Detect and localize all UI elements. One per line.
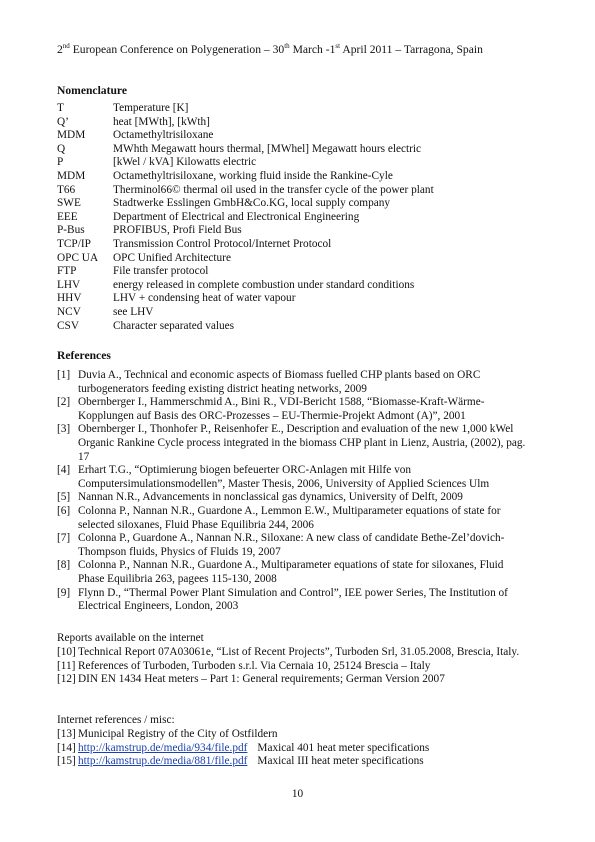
- reference-text: References of Turboden, Turboden s.r.l. Via Cernaia 10, 25124 Brescia – Italy: [78, 659, 431, 672]
- nomenclature-row: [57, 306, 537, 320]
- nomenclature-row: [57, 265, 537, 279]
- reference-description: Maxical III heat meter specifications: [257, 755, 424, 768]
- reports-heading: Reports available on the internet: [57, 632, 204, 644]
- header-text: April 2011 – Tarragona, Spain: [340, 42, 483, 56]
- reference-number: [9]: [57, 586, 71, 599]
- reference-text: Municipal Registry of the City of Ostfildern: [78, 728, 278, 740]
- nomenclature-abbreviation: MDM: [57, 169, 86, 182]
- nomenclature-definition: Therminol66© thermal oil used in the transfer cycle of the power plant: [113, 183, 434, 196]
- reference-number: [7]: [57, 532, 71, 545]
- nomenclature-abbreviation: P: [57, 156, 64, 169]
- nomenclature-row: [57, 170, 537, 184]
- nomenclature-definition: PROFIBUS, Profi Field Bus: [113, 224, 242, 237]
- nomenclature-abbreviation: FTP: [57, 265, 77, 278]
- reference-text: Obernberger I., Hammerschmid A., Bini R., VDI-Bericht 1588, “Biomasse-Kraft-Wärme-Kopplungen auf Basis des ORC-Prozesses – EU-Thermie-Projekt Admont (A)”, 2001: [78, 396, 485, 422]
- reference-number: [4]: [57, 464, 71, 477]
- nomenclature-definition: [kWel / kVA] Kilowatts electric: [113, 156, 257, 169]
- nomenclature-definition: heat [MWth], [kWth]: [113, 115, 210, 128]
- header-sup: nd: [62, 42, 70, 50]
- reference-number: [12]: [57, 673, 76, 686]
- nomenclature-abbreviation: NCV: [57, 305, 81, 318]
- nomenclature-table: [57, 102, 537, 333]
- reference-text: Duvia A., Technical and economic aspects of Biomass fuelled CHP plants based on ORC turbogenerators feeding existing district heating networks, 2009: [78, 369, 481, 395]
- nomenclature-row: [57, 129, 537, 143]
- nomenclature-definition: Temperature [K]: [113, 102, 189, 114]
- nomenclature-abbreviation: MDM: [57, 129, 86, 142]
- reference-number: [5]: [57, 491, 71, 504]
- nomenclature-definition: Octamethyltrisiloxane: [113, 129, 214, 142]
- nomenclature-row: [57, 320, 537, 334]
- references-heading: References: [57, 349, 111, 362]
- nomenclature-abbreviation: EEE: [57, 210, 78, 223]
- nomenclature-abbreviation: HHV: [57, 292, 82, 305]
- conference-header: [57, 42, 483, 56]
- nomenclature-heading: Nomenclature: [57, 84, 127, 97]
- reference-item: [57, 660, 527, 674]
- reference-text: DIN EN 1434 Heat meters – Part 1: General requirements; German Version 2007: [78, 673, 445, 686]
- nomenclature-definition: Character separated values: [113, 319, 235, 332]
- nomenclature-abbreviation: SWE: [57, 197, 81, 210]
- nomenclature-definition: File transfer protocol: [113, 265, 209, 278]
- reference-item: [57, 505, 527, 532]
- header-text: European Conference on Polygeneration – 30: [69, 42, 285, 56]
- nomenclature-definition: MWhth Megawatt hours thermal, [MWhel] Megawatt hours electric: [113, 142, 422, 155]
- reference-item: [57, 559, 527, 586]
- reference-text: Nannan N.R., Advancements in nonclassical gas dynamics, University of Delft, 2009: [78, 491, 463, 504]
- reference-item: [57, 396, 527, 423]
- nomenclature-abbreviation: CSV: [57, 319, 79, 332]
- reference-text: Flynn D., “Thermal Power Plant Simulation and Control”, IEE power Series, The Institution of Electrical Engineers, London, 2003: [78, 586, 508, 613]
- header-sup: st: [335, 42, 341, 50]
- nomenclature-abbreviation: Q: [57, 142, 66, 155]
- nomenclature-row: [57, 143, 537, 157]
- internet-heading: Internet references / misc:: [57, 714, 175, 726]
- nomenclature-row: [57, 279, 537, 293]
- reference-number: [13]: [57, 728, 76, 740]
- reference-item: [57, 728, 527, 742]
- nomenclature-abbreviation: T: [57, 102, 64, 114]
- reference-number: [6]: [57, 504, 71, 517]
- references-list: [57, 369, 527, 614]
- nomenclature-abbreviation: TCP/IP: [57, 237, 91, 250]
- reference-number: [8]: [57, 559, 71, 572]
- reference-description: Maxical 401 heat meter specifications: [257, 741, 430, 754]
- nomenclature-row: [57, 102, 537, 116]
- reference-text: [78, 742, 527, 756]
- nomenclature-definition: see LHV: [113, 305, 154, 318]
- reference-item: [57, 755, 527, 769]
- reference-text: Colonna P., Guardone A., Nannan N.R., Siloxane: A new class of candidate Bethe-Zel’dovich-Thompson fluids, Physics of Fluids 19, 2007: [78, 532, 505, 558]
- reports-list: [57, 646, 527, 687]
- reference-item: [57, 587, 527, 614]
- nomenclature-abbreviation: LHV: [57, 278, 81, 291]
- reference-item: [57, 369, 527, 396]
- reference-text: Colonna P., Nannan N.R., Guardone A., Multiparameter equations of state for siloxanes, Fluid Phase Equilibria 263, pagees 115-130, 2008: [78, 559, 504, 585]
- nomenclature-row: [57, 292, 537, 306]
- reference-text: Colonna P., Nannan N.R., Guardone A., Lemmon E.W., Multiparameter equations of state for selected siloxanes, Fluid Phase Equilibria 244, 2006: [78, 504, 501, 531]
- nomenclature-abbreviation: P-Bus: [57, 224, 85, 237]
- nomenclature-row: [57, 252, 537, 266]
- nomenclature-definition: LHV + condensing heat of water vapour: [113, 292, 296, 305]
- reference-item: [57, 464, 527, 491]
- reference-item: [57, 646, 527, 660]
- nomenclature-definition: Transmission Control Protocol/Internet Protocol: [113, 237, 332, 250]
- nomenclature-definition: Stadtwerke Esslingen GmbH&Co.KG, local supply company: [113, 197, 391, 210]
- reference-text: Technical Report 07A03061e, “List of Recent Projects”, Turboden Srl, 31.05.2008, Brescia, Italy.: [78, 646, 520, 658]
- reference-number: [2]: [57, 396, 71, 409]
- nomenclature-abbreviation: T66: [57, 183, 76, 196]
- nomenclature-row: [57, 156, 537, 170]
- internet-list: [57, 728, 527, 769]
- header-text: 2: [57, 42, 63, 56]
- reference-item: [57, 423, 527, 464]
- reference-text: [78, 755, 527, 769]
- reference-text: Obernberger I., Thonhofer P., Reisenhofer E., Description and evaluation of the new 1,000 kWel Organic Rankine Cycle process integrated in the biomass CHP plant in Lienz, Austria, (2002), pag. 17: [78, 423, 526, 463]
- reference-number: [14]: [57, 741, 76, 754]
- reference-number: [15]: [57, 755, 76, 768]
- reference-text: Erhart T.G., “Optimierung biogen befeuerter ORC-Anlagen mit Hilfe von Computersimulationsmodellen”, Master Thesis, 2006, University of Applied Sciences Ulm: [78, 464, 490, 490]
- pdf-link[interactable]: http://kamstrup.de/media/934/file.pdf: [78, 741, 248, 754]
- nomenclature-definition: Octamethyltrisiloxane, working fluid inside the Rankine-Cyle: [113, 169, 393, 182]
- nomenclature-definition: OPC Unified Architecture: [113, 251, 231, 264]
- reference-number: [1]: [57, 369, 71, 381]
- reference-item: [57, 673, 527, 687]
- header-text: March -1: [289, 42, 336, 56]
- reference-number: [3]: [57, 423, 71, 436]
- header-sup: th: [284, 42, 290, 50]
- pdf-link[interactable]: http://kamstrup.de/media/881/file.pdf: [78, 755, 248, 768]
- nomenclature-abbreviation: Q’: [57, 115, 69, 128]
- nomenclature-abbreviation: OPC UA: [57, 251, 99, 264]
- page-number: 10: [291, 788, 304, 800]
- nomenclature-definition: Department of Electrical and Electronical Engineering: [113, 210, 360, 223]
- reference-number: [11]: [57, 659, 76, 672]
- nomenclature-row: [57, 197, 537, 211]
- reference-item: [57, 532, 527, 559]
- reference-number: [10]: [57, 646, 76, 658]
- reference-item: [57, 742, 527, 756]
- nomenclature-row: [57, 184, 537, 198]
- nomenclature-row: [57, 116, 537, 130]
- reference-item: [57, 491, 527, 505]
- nomenclature-row: [57, 224, 537, 238]
- nomenclature-row: [57, 238, 537, 252]
- nomenclature-row: [57, 211, 537, 225]
- nomenclature-definition: energy released in complete combustion under standard conditions: [113, 278, 415, 291]
